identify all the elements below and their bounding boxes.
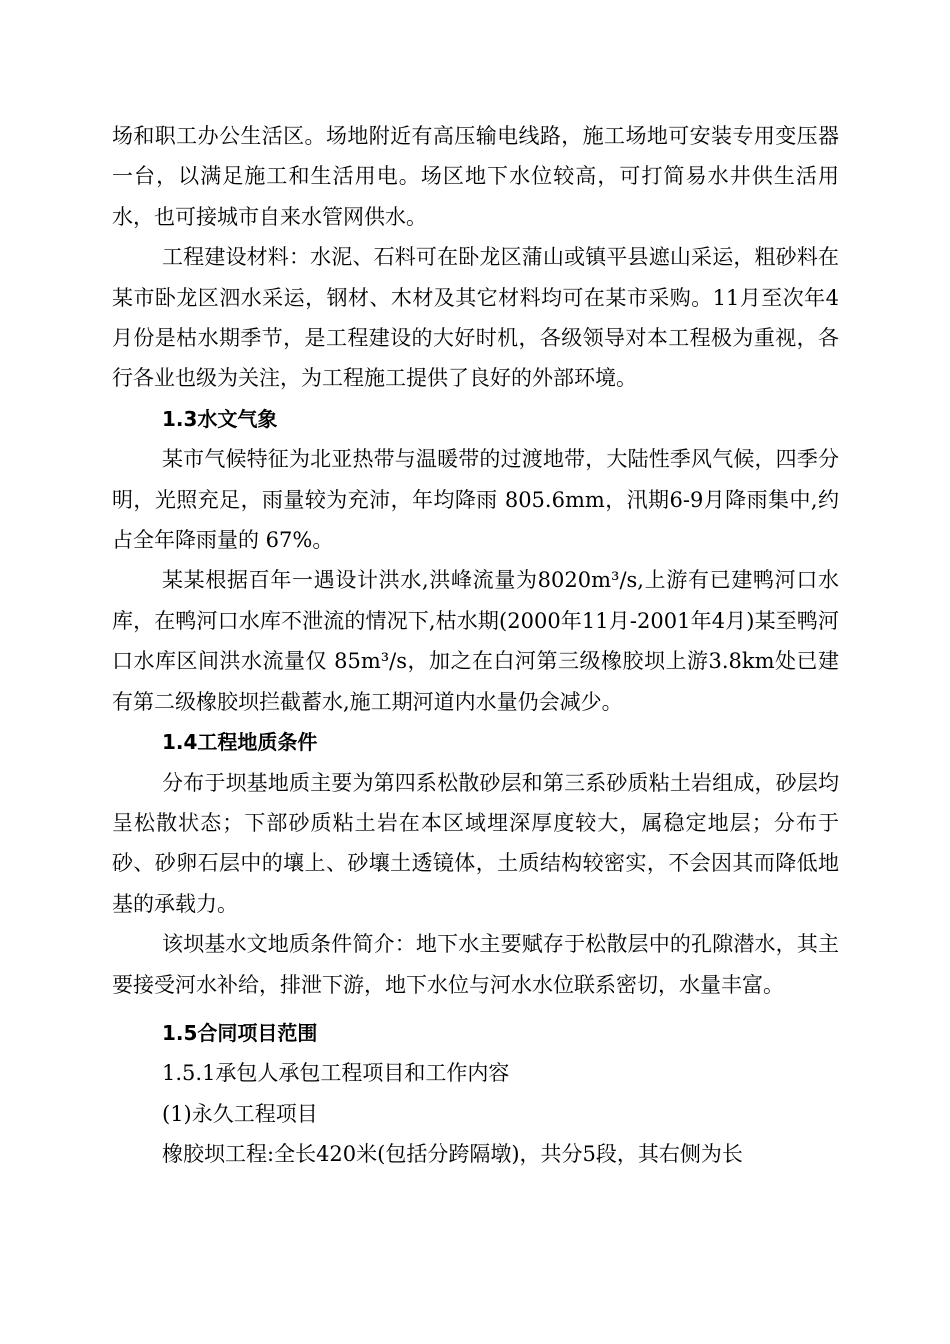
document-page [112,116,839,1175]
paragraph-foundation-geology: 分布于坝基地质主要为第四系松散砂层和第三系砂质粘土岩组成，砂层均呈松散状态；下部砂质粘土岩在本区域埋深厚度较大，属稳定地层；分布于砂、砂卵石层中的壤上、砂壤土透镜体，土质结构较密实，不会因其而降低地基的承载力。 [112,770,839,916]
paragraph-climate: 某市气候特征为北亚热带与温暖带的过渡地带，大陆性季风气候，四季分明，光照充足，雨量较为充沛，年均降雨 805.6mm，汛期6-9月降雨集中,约占全年降雨量的 67%。 [112,447,839,553]
paragraph-site-facilities: 场和职工办公生活区。场地附近有高压输电线路，施工场地可安装专用变压器一台，以满足施工和生活用电。场区地下水位较高，可打简易水井供生活用水，也可接城市自来水管网供水。 [112,124,839,229]
subheading-contractor-scope: 1.5.1承包人承包工程项目和工作内容 [162,1061,510,1086]
heading-contract-scope: 1.5合同项目范围 [162,1020,318,1045]
subheading-permanent-works: (1)永久工程项目 [162,1101,318,1126]
heading-geology: 1.4工程地质条件 [162,730,318,755]
paragraph-rubber-dam: 橡胶坝工程:全长420米(包括分跨隔墩)，共分5段，其右侧为长 [162,1142,743,1167]
paragraph-hydrogeology: 该坝基水文地质条件简介：地下水主要赋存于松散层中的孔隙潜水，其主要接受河水补给，排泄下游，地下水位与河水水位联系密切，水量丰富。 [112,932,839,997]
paragraph-construction-materials: 工程建设材料：水泥、石料可在卧龙区蒲山或镇平县遮山采运，粗砂料在某市卧龙区泗水采运，钢材、木材及其它材料均可在某市采购。11月至次年4月份是枯水期季节，是工程建设的大好时机，各级领导对本工程极为重视，各行各业也级为关注，为工程施工提供了良好的外部环境。 [112,245,839,391]
paragraph-flood-flow: 某某根据百年一遇设计洪水,洪峰流量为8020m³/s,上游有已建鸭河口水库，在鸭河口水库不泄流的情况下,枯水期(2000年11月-2001年4月)某至鸭河口水库区间洪水流量仅 85m³/s，加之在白河第三级橡胶坝上游3.8km处已建有第二级橡胶坝拦截蓄水,施工期河道内水量仍会减少。 [112,568,839,714]
heading-hydrology-climate: 1.3水文气象 [162,406,278,431]
